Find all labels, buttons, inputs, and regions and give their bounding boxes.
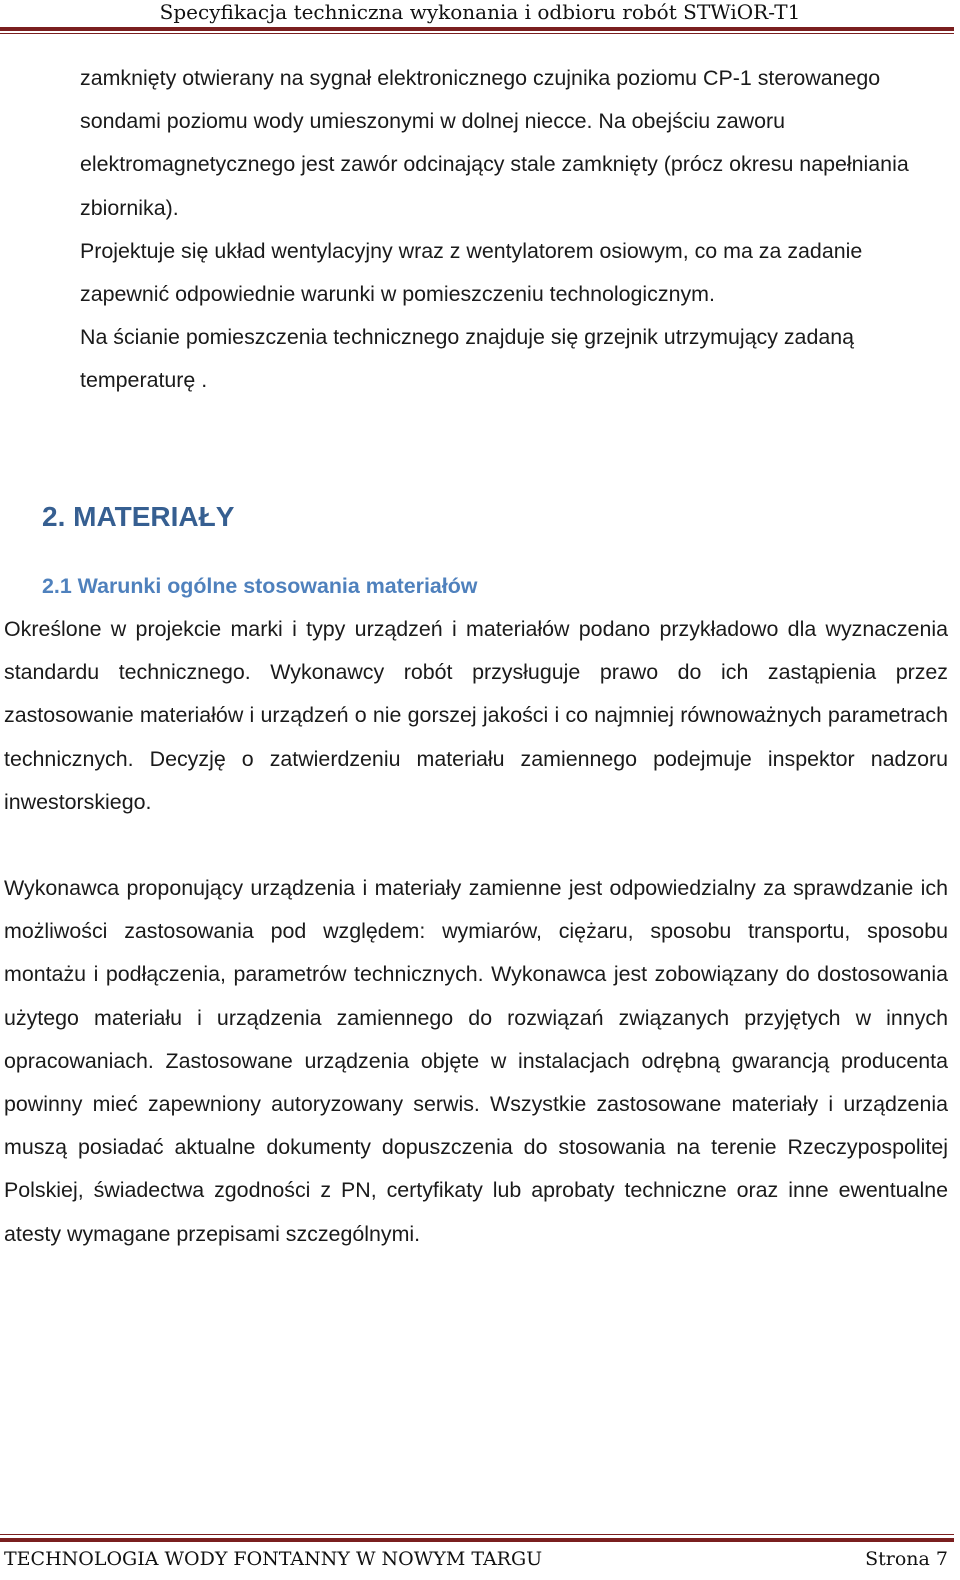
section-heading: 2. MATERIAŁY xyxy=(42,501,235,532)
intro-paragraph: zamknięty otwierany na sygnał elektronicznego czujnika poziomu CP-1 sterowanego sondami poziomu wody umieszonymi w dolnej niecce. Na obejściu zaworu elektromagnetycznego jest zawór odcinający stale zamknięty (prócz okresu napełniania zbiornika). xyxy=(80,66,909,220)
header-rule xyxy=(0,27,954,31)
paragraph-text: Wykonawca proponujący urządzenia i materiały zamienne jest odpowiedzialny za sprawdzanie ich możliwości zastosowania pod względem: wymiarów, ciężaru, sposobu transportu, sposobu montażu i podłączenia, parametrów technicznych. Wykonawca jest zobowiązany do dostosowania użytego materiału i urządzenia zamiennego do rozwiązań związanych przyjętych w innych opracowaniach. Zastosowane urządzenia objęte w instalacjach odrębną gwarancją producenta powinny mieć zapewniony autoryzowany serwis. Wszystkie zastosowane materiały i urządzenia muszą posiadać aktualne dokumenty dopuszczenia do stosowania na terenie Rzeczypospolitej Polskiej, świadectwa zgodności z PN, certyfikaty lub aprobaty techniczne oraz inne ewentualne atesty wymagane przepisami szczególnymi. xyxy=(4,876,948,1246)
intro-paragraph: Projektuje się układ wentylacyjny wraz z wentylatorem osiowym, co ma za zadanie zapewnić odpowiednie warunki w pomieszczeniu technologicznym. xyxy=(80,238,863,307)
body-paragraph xyxy=(4,608,948,824)
page-number: Strona 7 xyxy=(865,1548,948,1570)
body-paragraph xyxy=(4,867,948,1256)
section-subheading: 2.1 Warunki ogólne stosowania materiałów xyxy=(42,574,478,598)
header-title: Specyfikacja techniczna wykonania i odbioru robót STWiOR-T1 xyxy=(159,0,801,24)
footer-rule-thin xyxy=(0,1534,954,1535)
page-header xyxy=(0,0,960,36)
paragraph-text: Określone w projekcie marki i typy urządzeń i materiałów podano przykładowo dla wyznaczenia standardu technicznego. Wykonawcy robót przysługuje prawo do ich zastąpienia przez zastosowanie materiałów i urządzeń o nie gorszej jakości i co najmniej równoważnych parametrach technicznych. Decyzję o zatwierdzeniu materiału zamiennego podejmuje inspektor nadzoru inwestorskiego. xyxy=(4,617,948,814)
header-rule-thin xyxy=(0,33,954,34)
intro-text xyxy=(80,57,950,403)
footer-title: TECHNOLOGIA WODY FONTANNY W NOWYM TARGU xyxy=(4,1548,543,1570)
intro-paragraph: Na ścianie pomieszczenia technicznego znajduje się grzejnik utrzymujący zadaną temperaturę . xyxy=(80,325,855,393)
footer-rule xyxy=(0,1538,954,1542)
